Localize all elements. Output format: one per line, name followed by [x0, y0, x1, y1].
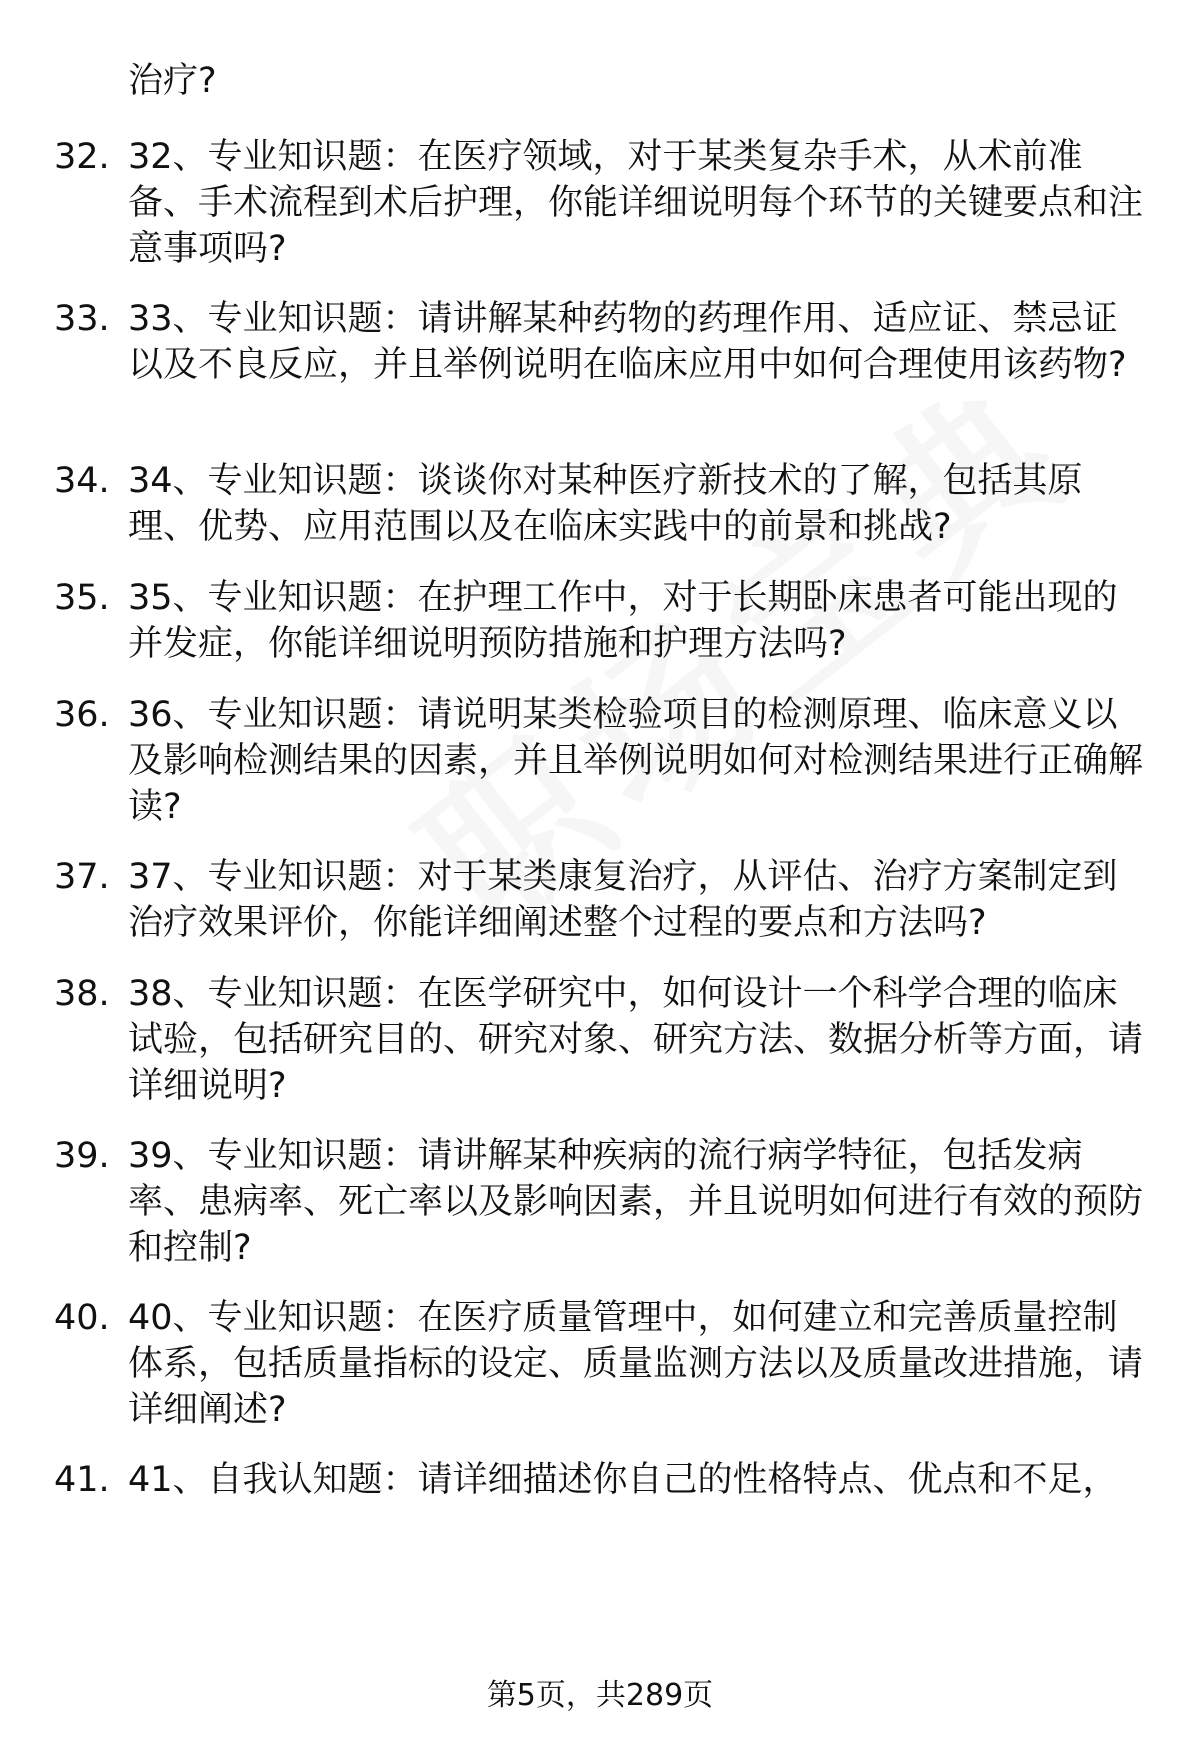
item-number: 38. — [54, 974, 110, 1014]
item-number: 39. — [54, 1136, 110, 1176]
item-number: 35. — [54, 578, 110, 618]
item-number: 36. — [54, 695, 110, 735]
item-number: 37. — [54, 857, 110, 897]
item-number: 32. — [54, 137, 110, 177]
item-text: 34、专业知识题：谈谈你对某种医疗新技术的了解，包括其原理、优势、应用范围以及在临床实践中的前景和挑战? — [128, 461, 1083, 547]
item-number: 40. — [54, 1298, 110, 1338]
item-text: 38、专业知识题：在医学研究中，如何设计一个科学合理的临床试验，包括研究目的、研究对象、研究方法、数据分析等方面，请详细说明? — [128, 974, 1144, 1106]
item-text: 32、专业知识题：在医疗领域，对于某类复杂手术，从术前准备、手术流程到术后护理，你能详细说明每个环节的关键要点和注意事项吗? — [128, 137, 1144, 269]
item-text: 41、自我认知题：请详细描述你自己的性格特点、优点和不足， — [128, 1460, 1118, 1500]
continuation-text: 治疗? — [128, 61, 217, 101]
item-text: 36、专业知识题：请说明某类检验项目的检测原理、临床意义以及影响检测结果的因素，并且举例说明如何对检测结果进行正确解读? — [128, 695, 1144, 827]
item-number: 41. — [54, 1460, 110, 1500]
item-text: 39、专业知识题：请讲解某种疾病的流行病学特征，包括发病率、患病率、死亡率以及影响因素，并且说明如何进行有效的预防和控制? — [128, 1136, 1144, 1268]
item-number: 33. — [54, 299, 110, 339]
item-number: 34. — [54, 461, 110, 501]
item-text: 40、专业知识题：在医疗质量管理中，如何建立和完善质量控制体系，包括质量指标的设定、质量监测方法以及质量改进措施，请详细阐述? — [128, 1298, 1144, 1430]
item-text: 35、专业知识题：在护理工作中，对于长期卧床患者可能出现的并发症，你能详细说明预防措施和护理方法吗? — [128, 578, 1118, 664]
item-text: 33、专业知识题：请讲解某种药物的药理作用、适应证、禁忌证以及不良反应，并且举例说明在临床应用中如何合理使用该药物? — [128, 299, 1127, 385]
item-text: 37、专业知识题：对于某类康复治疗，从评估、治疗方案制定到治疗效果评价，你能详细阐述整个过程的要点和方法吗? — [128, 857, 1118, 943]
page-footer: 第5页，共289页 — [486, 1678, 714, 1713]
